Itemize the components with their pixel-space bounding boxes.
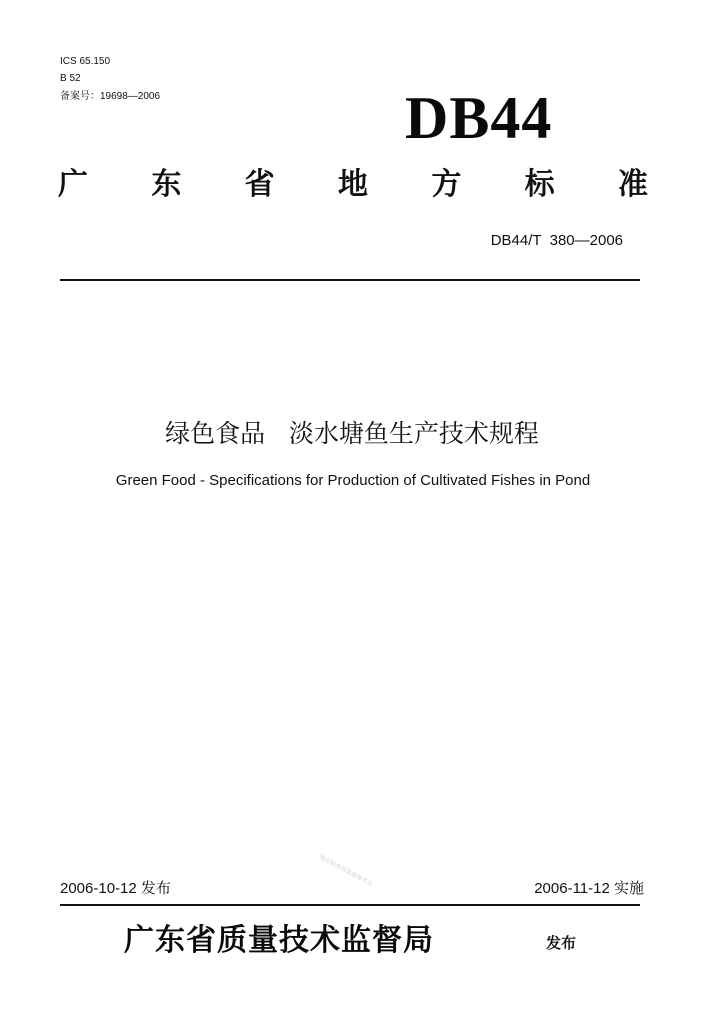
standard-kind-char: 准 [617, 167, 648, 202]
classification-code: B 52 [60, 73, 81, 84]
watermark-text: 地方标准信息服务平台 [317, 853, 375, 889]
standard-kind-char: 省 [244, 167, 275, 202]
title-chinese: 绿色食品 淡水塘鱼生产技术规程 [165, 419, 539, 448]
footer-divider [60, 904, 640, 906]
standard-kind-char: 方 [431, 167, 462, 202]
standard-kind-heading [58, 167, 648, 203]
ics-code: ICS 65.150 [60, 56, 111, 67]
publish-date: 2006-10-12 发布 [60, 880, 171, 897]
effective-date: 2006-11-12 实施 [534, 880, 644, 897]
title-english: Green Food - Specifications for Production of Cultivated Fishes in Pond [115, 472, 591, 489]
standard-kind-char: 广 [58, 167, 88, 202]
header-divider [60, 279, 640, 281]
standard-kind-char: 标 [524, 167, 555, 202]
standard-code-logo: DB44 [405, 85, 553, 151]
standard-kind-char: 东 [151, 167, 182, 202]
issuing-authority: 广东省质量技术监督局 [124, 923, 434, 958]
standard-kind-char: 地 [337, 167, 368, 202]
standard-number: DB44/T 380—2006 [490, 232, 623, 249]
issued-label: 发布 [546, 934, 577, 952]
record-number: 备案号：19698—2006 [60, 91, 161, 102]
